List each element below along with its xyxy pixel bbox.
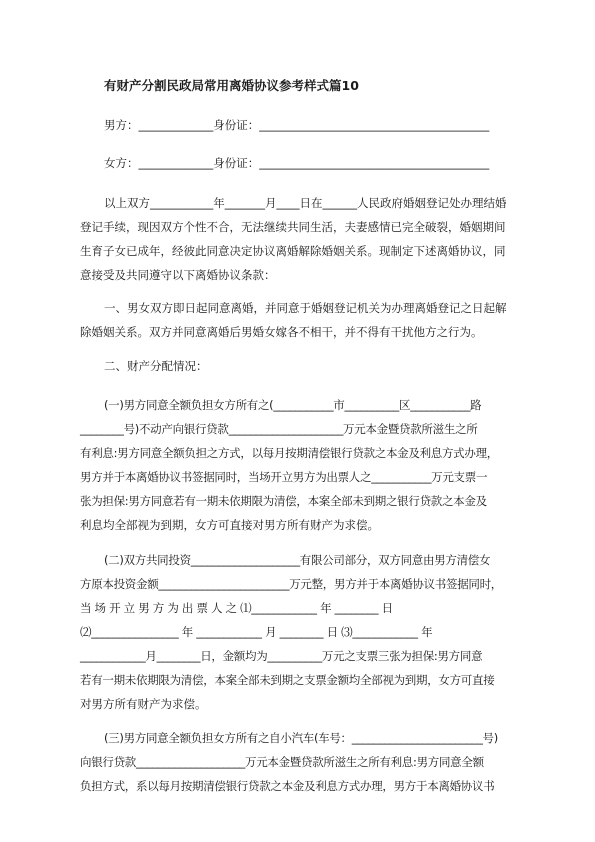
property-item-two-line: 当 场 开 立 男 方 为 出 票 人 之 ⑴____________ 年 ________ 日 <box>80 601 393 615</box>
property-item-two-line: 若有一期未依期限为清偿，本案全部未到期之支票金额均全部视为到期，女方可直接 <box>80 673 495 687</box>
paragraph-line: 意接受及共同遵守以下离婚协议条款： <box>80 268 276 282</box>
husband-id-line: 男方：_____________身份证：________________________________________ <box>104 118 490 132</box>
property-item-two-line: 方原本投资金额________________________万元整，男方并于本离婚协议书签据同时， <box>80 577 502 591</box>
clause-one-line: 除婚姻关系。双方并同意离婚后男婚女嫁各不相干，并不得有干扰他方之行为。 <box>80 325 483 339</box>
paragraph-line: 生育子女已成年，经彼此同意决定协议离婚解除婚姻关系。现制定下述离婚协议，同 <box>80 244 506 258</box>
paragraph-line: 以上双方___________年_______月____日在______人民政府婚姻登记处办理结婚 <box>104 196 507 210</box>
wife-id-line: 女方：_____________身份证：________________________________________ <box>104 156 490 170</box>
property-item-three-line: 负担方式，系以每月按期清偿银行贷款之本金及利息方式办理，男方于本离婚协议书 <box>80 779 495 793</box>
property-item-one-line: ________号)不动产向银行贷款_____________________万元本金暨贷款所滋生之所 <box>80 422 478 436</box>
property-item-two-line: (二)双方共同投资____________________有限公司部分，双方同意由男方清偿女 <box>104 553 491 567</box>
document-title: 有财产分割民政局常用离婚协议参考样式篇10 <box>104 78 359 93</box>
property-item-two-line: ____________月________日，金额均为__________万元之支票三张为担保:男方同意 <box>80 649 483 663</box>
property-item-one-line: 男方并于本离婚协议书签据同时，当场开立男方为出票人之___________万元支票一 <box>80 470 488 484</box>
section-heading: 二、财产分配情况： <box>104 359 208 373</box>
property-item-one-line: 张为担保:男方同意若有一期未依期限为清偿，本案全部未到期之银行贷款之本金及 <box>80 494 487 508</box>
clause-one-line: 一、男女双方即日起同意离婚，并同意于婚姻登记机关为办理离婚登记之日起解 <box>104 301 507 315</box>
property-item-three-line: (三)男方同意全额负担女方所有之自小汽车(车号：________________________号) <box>104 731 498 745</box>
paragraph-line: 登记手续，现因双方个性不合，无法继续共同生活，夫妻感情已完全破裂，婚姻期间 <box>80 220 506 234</box>
property-item-two-line: 对男方所有财产为求偿。 <box>80 697 207 711</box>
property-item-one-line: 有利息:男方同意全额负担之方式，以每月按期清偿银行贷款之本金及利息方式办理， <box>80 446 498 460</box>
property-item-one-line: (一)男方同意全额负担女方所有之(___________市__________区___________路 <box>104 398 482 412</box>
property-item-three-line: 向银行贷款____________________万元本金暨贷款所滋生之所有利息:男方同意全额 <box>80 755 484 769</box>
property-item-two-line: ⑵________________ 年 ____________ 月 ________ 日 ⑶____________ 年 <box>80 625 433 639</box>
property-item-one-line: 利息均全部视为到期，女方可直接对男方所有财产为求偿。 <box>80 518 379 532</box>
